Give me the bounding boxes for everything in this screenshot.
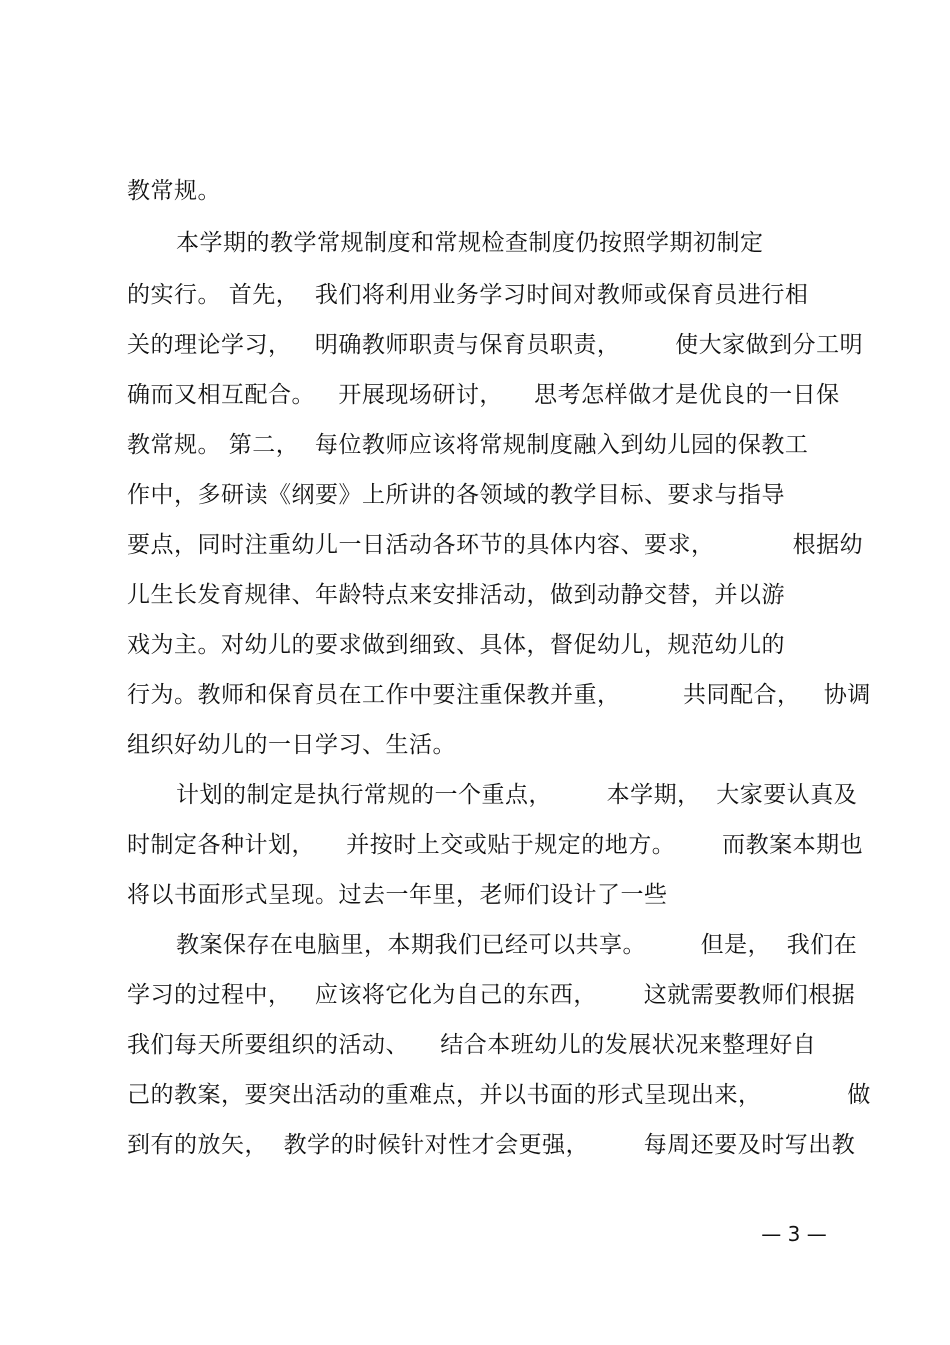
text-line-6: 教常规。 第二， 每位教师应该将常规制度融入到幼儿园的保教工: [127, 432, 809, 458]
text-line-19: 己的教案，要突出活动的重难点，并以书面的形式呈现出来， 做: [127, 1082, 871, 1108]
text-line-10: 戏为主。对幼儿的要求做到细致、具体，督促幼儿，规范幼儿的: [127, 632, 785, 658]
text-line-3: 的实行。 首先， 我们将利用业务学习时间对教师或保育员进行相: [127, 282, 809, 308]
text-line-1: 教常规。: [127, 178, 221, 204]
text-line-17: 学习的过程中， 应该将它化为自己的东西， 这就需要教师们根据: [127, 982, 856, 1008]
text-line-20: 到有的放矢， 教学的时候针对性才会更强， 每周还要及时写出教: [127, 1132, 856, 1158]
text-line-9: 儿生长发育规律、年龄特点来安排活动，做到动静交替，并以游: [127, 582, 785, 608]
text-line-16: 教案保存在电脑里，本期我们已经可以共享。 但是， 我们在: [176, 932, 858, 958]
text-line-15: 将以书面形式呈现。过去一年里，老师们设计了一些: [127, 882, 668, 908]
text-line-2: 本学期的教学常规制度和常规检查制度仍按照学期初制定: [176, 230, 764, 256]
text-line-4: 关的理论学习， 明确教师职责与保育员职责， 使大家做到分工明: [127, 332, 864, 358]
text-line-13: 计划的制定是执行常规的一个重点， 本学期， 大家要认真及: [176, 782, 858, 808]
text-line-11: 行为。教师和保育员在工作中要注重保教并重， 共同配合， 协调: [127, 682, 871, 708]
text-line-18: 我们每天所要组织的活动、 结合本班幼儿的发展状况来整理好自: [127, 1032, 817, 1058]
text-line-7: 作中，多研读《纲要》上所讲的各领域的教学目标、要求与指导: [127, 482, 785, 508]
text-line-14: 时制定各种计划， 并按时上交或贴于规定的地方。 而教案本期也: [127, 832, 864, 858]
text-line-8: 要点，同时注重幼儿一日活动各环节的具体内容、要求， 根据幼: [127, 532, 864, 558]
text-line-12: 组织好幼儿的一日学习、生活。: [127, 732, 456, 758]
page-number: — 3 —: [761, 1222, 827, 1246]
text-line-5: 确而又相互配合。 开展现场研讨， 思考怎样做才是优良的一日保: [127, 382, 840, 408]
